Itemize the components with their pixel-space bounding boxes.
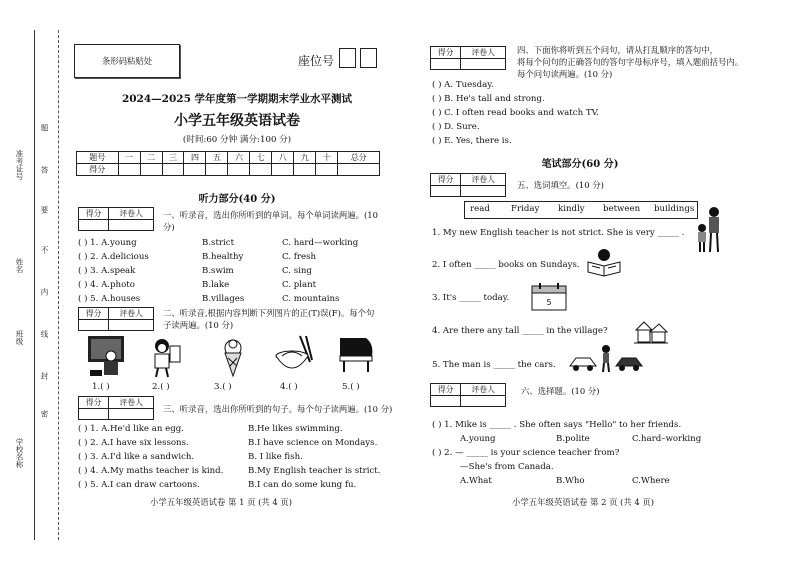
q1-option-b: B.healthy xyxy=(202,252,244,262)
score-entry[interactable] xyxy=(272,164,294,176)
seat-box[interactable] xyxy=(339,48,356,68)
score-cell: 六 xyxy=(228,152,250,164)
word-bank-word: read xyxy=(470,204,490,214)
grader-name-label: 评卷人 xyxy=(461,47,506,59)
grader-score-label: 得分 xyxy=(79,308,109,320)
score-entry[interactable] xyxy=(206,164,228,176)
grader-entry[interactable] xyxy=(461,396,506,407)
q6-question-2-reply: —She's from Canada. xyxy=(460,462,554,472)
q2-blank[interactable]: 3.( ) xyxy=(214,382,232,392)
grader-score-label: 得分 xyxy=(79,397,109,409)
grader-box-q2 xyxy=(78,307,154,331)
binding-line xyxy=(34,30,35,540)
q1-option-c: C. sing xyxy=(282,266,312,276)
listening-section-title: 听力部分(40 分) xyxy=(198,194,276,205)
score-cell: 八 xyxy=(272,152,294,164)
paper-title: 小学五年级英语试卷 xyxy=(174,113,300,129)
q3-option-a: ( ) 4. A.My maths teacher is kind. xyxy=(78,466,224,476)
q1-option-a: ( ) 3. A.speak xyxy=(78,266,136,276)
q1-option-a: ( ) 1. A.young xyxy=(78,238,137,248)
q4-answer: ( ) A. Tuesday. xyxy=(432,80,494,90)
name-label: 姓名 xyxy=(15,258,24,273)
blackboard-teacher-picture xyxy=(86,334,126,378)
noodles-bowl-picture xyxy=(272,334,316,376)
q4-answer: ( ) E. Yes, there is. xyxy=(432,136,512,146)
q6-q1-option-b: B.polite xyxy=(556,434,590,444)
q6-q2-option-a: A.What xyxy=(460,476,492,486)
q1-option-a: ( ) 4. A.photo xyxy=(78,280,135,290)
grader-box-q3 xyxy=(78,396,154,420)
reading-girl-picture xyxy=(584,248,624,278)
q1-option-b: B.villages xyxy=(202,294,245,304)
barcode-area: 条形码粘贴处 xyxy=(74,44,180,78)
q6-q1-option-c: C.hard–working xyxy=(632,434,702,444)
q2-blank[interactable]: 4.( ) xyxy=(280,382,298,392)
q3-option-a: ( ) 5. A.I can draw cartoons. xyxy=(78,480,200,490)
q3-option-b: B.I have science on Mondays. xyxy=(248,438,378,448)
score-entry[interactable] xyxy=(184,164,206,176)
grader-name-label: 评卷人 xyxy=(109,397,154,409)
cut-mark: 题 xyxy=(40,124,49,132)
q6-q2-option-c: C.Where xyxy=(632,476,670,486)
q4-instruction-line3: 每个问句读两遍。(10 分) xyxy=(517,69,613,79)
word-bank-word: kindly xyxy=(558,204,585,214)
word-bank-word: between xyxy=(603,204,641,214)
q1-instruction: 一、听录音，选出你所听到的单词。每个单词读两遍。(10 分) xyxy=(163,210,378,232)
grader-box-q4 xyxy=(430,46,506,70)
q3-option-b: B.I can do some kung fu. xyxy=(248,480,357,490)
grader-score-label: 得分 xyxy=(431,384,461,396)
piano-picture xyxy=(336,334,376,374)
cut-mark: 线 xyxy=(40,330,49,338)
cut-mark: 密 xyxy=(40,410,49,418)
q5-sentence: 2. I often _____ books on Sundays. xyxy=(432,260,580,270)
q1-option-c: C. plant xyxy=(282,280,317,290)
score-entry[interactable] xyxy=(228,164,250,176)
score-entry[interactable] xyxy=(118,164,140,176)
score-cell: 三 xyxy=(162,152,184,164)
score-cell: 题号 xyxy=(77,152,119,164)
score-cell: 五 xyxy=(206,152,228,164)
q3-option-b: B.He likes swimming. xyxy=(248,424,343,434)
q4-instruction-line2: 将每个问句的正确答句的答句字母标序号，填入题前括号内。 xyxy=(517,57,744,67)
grader-entry[interactable] xyxy=(109,409,154,420)
q4-answer: ( ) B. He's tall and strong. xyxy=(432,94,545,104)
q3-option-b: B. I like fish. xyxy=(248,452,303,462)
teacher-student-picture xyxy=(696,206,724,254)
score-cell: 总分 xyxy=(338,152,380,164)
q1-option-c: C. hard—working xyxy=(282,238,359,248)
man-between-cars-picture xyxy=(568,344,644,374)
score-table-header-row xyxy=(77,152,380,164)
word-bank-word: buildings xyxy=(654,204,695,214)
score-cell: 得分 xyxy=(77,164,119,176)
score-cell: 十 xyxy=(316,152,338,164)
score-entry[interactable] xyxy=(250,164,272,176)
grader-entry[interactable] xyxy=(461,59,506,70)
q1-option-a: ( ) 2. A.delicious xyxy=(78,252,149,262)
q1-option-b: B.strict xyxy=(202,238,235,248)
cut-line xyxy=(58,30,59,540)
grader-entry[interactable] xyxy=(109,220,154,231)
grader-entry[interactable] xyxy=(431,186,461,197)
score-cell: 九 xyxy=(294,152,316,164)
grader-score-label: 得分 xyxy=(79,208,109,220)
q1-option-c: C. fresh xyxy=(282,252,317,262)
grader-entry[interactable] xyxy=(461,186,506,197)
q6-question-1: ( ) 1. Mike is _____ . She often says "Hello" to her friends. xyxy=(432,420,682,430)
exam-title: 2024—2025 学年度第一学期期末学业水平测试 xyxy=(121,93,353,105)
q6-q1-option-a: A.young xyxy=(460,434,496,444)
time-info: (时间:60 分钟 满分:100 分) xyxy=(182,135,292,145)
cut-mark: 内 xyxy=(40,288,49,296)
q3-option-a: ( ) 2. A.I have six lessons. xyxy=(78,438,189,448)
score-entry[interactable] xyxy=(316,164,338,176)
grader-entry[interactable] xyxy=(431,396,461,407)
class-label: 班级 xyxy=(15,330,24,345)
q6-q2-option-b: B.Who xyxy=(556,476,585,486)
cut-mark: 要 xyxy=(40,206,49,214)
q6-instruction: 六、选择题。(10 分) xyxy=(521,386,600,396)
score-entry[interactable] xyxy=(162,164,184,176)
grader-entry[interactable] xyxy=(109,320,154,331)
seat-box[interactable] xyxy=(360,48,377,68)
seat-label: 座位号 xyxy=(298,54,335,68)
grader-name-label: 评卷人 xyxy=(461,384,506,396)
footer-right: 小学五年级英语试卷 第 2 页 (共 4 页) xyxy=(512,497,655,507)
q3-option-a: ( ) 3. A.I'd like a sandwich. xyxy=(78,452,195,462)
score-cell: 一 xyxy=(118,152,140,164)
score-entry[interactable] xyxy=(294,164,316,176)
written-section-title: 笔试部分(60 分) xyxy=(541,159,619,170)
q1-option-b: B.lake xyxy=(202,280,230,290)
grader-box-q5 xyxy=(430,173,506,197)
q5-sentence: 1. My new English teacher is not strict. She is very _____ . xyxy=(432,228,685,238)
cut-mark: 不 xyxy=(40,246,49,254)
score-cell: 二 xyxy=(140,152,162,164)
svg-text:5: 5 xyxy=(546,298,552,307)
grader-box-q1 xyxy=(78,207,154,231)
score-table-score-row xyxy=(77,164,380,176)
q4-answer: ( ) C. I often read books and watch TV. xyxy=(432,108,600,118)
score-entry[interactable] xyxy=(338,164,380,176)
score-table xyxy=(76,151,380,176)
q3-option-b: B.My English teacher is strict. xyxy=(248,466,381,476)
grader-name-label: 评卷人 xyxy=(109,308,154,320)
q3-instruction: 三、听录音，选出你所听到的句子。每个句子读两遍。(10 分) xyxy=(163,404,393,414)
village-buildings-picture xyxy=(634,316,668,346)
q1-option-a: ( ) 5. A.houses xyxy=(78,294,141,304)
grader-score-label: 得分 xyxy=(431,47,461,59)
grader-entry[interactable] xyxy=(79,220,109,231)
exam-id-label: 准考证号 xyxy=(15,150,24,180)
score-cell: 七 xyxy=(250,152,272,164)
calendar-friday-picture xyxy=(530,282,568,312)
q3-option-a: ( ) 1. A.He'd like an egg. xyxy=(78,424,184,434)
q5-sentence: 4. Are there any tall _____ in the village? xyxy=(432,326,608,336)
q5-instruction: 五、选词填空。(10 分) xyxy=(517,180,604,190)
girl-drawing-picture xyxy=(150,336,182,378)
q2-blank[interactable]: 1.( ) xyxy=(92,382,110,392)
grader-score-label: 得分 xyxy=(431,174,461,186)
q4-answer: ( ) D. Sure. xyxy=(432,122,480,132)
school-label: 学校名称 xyxy=(15,438,24,468)
q2-instruction: 二、听录音,根据内容判断下列图片的正(T)误(F)。每个句子读两遍。(10 分) xyxy=(163,308,375,330)
score-cell: 四 xyxy=(184,152,206,164)
q2-blank[interactable]: 2.( ) xyxy=(152,382,170,392)
score-entry[interactable] xyxy=(140,164,162,176)
grader-box-q6 xyxy=(430,383,506,407)
ice-cream-picture xyxy=(220,338,246,378)
q6-question-2: ( ) 2. — _____ is your science teacher from? xyxy=(432,448,620,458)
word-bank-word: Friday xyxy=(511,204,540,214)
word-bank xyxy=(464,201,698,219)
q1-option-b: B.swim xyxy=(202,266,234,276)
grader-name-label: 评卷人 xyxy=(109,208,154,220)
grader-entry[interactable] xyxy=(79,320,109,331)
footer-left: 小学五年级英语试卷 第 1 页 (共 4 页) xyxy=(150,497,293,507)
q5-sentence: 5. The man is _____ the cars. xyxy=(432,360,556,370)
grader-entry[interactable] xyxy=(431,59,461,70)
q1-option-c: C. mountains xyxy=(282,294,340,304)
q2-blank[interactable]: 5.( ) xyxy=(342,382,360,392)
grader-entry[interactable] xyxy=(79,409,109,420)
cut-mark: 答 xyxy=(40,166,49,174)
q5-sentence: 3. It's _____ today. xyxy=(432,293,510,303)
q4-instruction-line1: 四、下面你将听到五个问句，请从打乱顺序的答句中， xyxy=(517,45,718,55)
grader-name-label: 评卷人 xyxy=(461,174,506,186)
cut-mark: 封 xyxy=(40,372,49,380)
